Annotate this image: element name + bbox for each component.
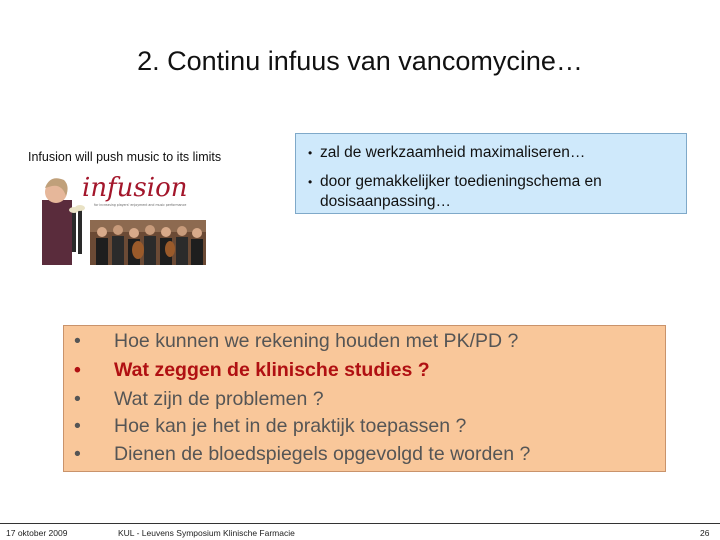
question-item: • Dienen de bloedspiegels opgevolgd te worden ? xyxy=(74,443,531,465)
footer-date: 17 oktober 2009 xyxy=(6,528,68,538)
infusion-image xyxy=(42,170,212,265)
slide-title: 2. Continu infuus van vancomycine… xyxy=(137,46,583,76)
bullet-icon: • xyxy=(308,175,313,189)
image-caption: Infusion will push music to its limits xyxy=(28,150,222,164)
question-item: • Wat zijn de problemen ? xyxy=(74,388,324,410)
benefit-item: • zal de werkzaamheid maximaliseren… xyxy=(308,144,586,161)
bullet-icon: • xyxy=(74,359,81,381)
footer-divider xyxy=(0,523,720,524)
questions-box xyxy=(63,325,666,472)
page-number: 26 xyxy=(700,528,710,538)
bullet-icon: • xyxy=(74,330,81,352)
bullet-icon: • xyxy=(74,388,81,410)
bullet-icon: • xyxy=(74,415,81,437)
bullet-icon: • xyxy=(74,443,81,465)
footer-event: KUL - Leuvens Symposium Klinische Farmacie xyxy=(118,528,295,538)
question-item: • Hoe kunnen we rekening houden met PK/PD ? xyxy=(74,330,519,352)
question-item: • Hoe kan je het in de praktijk toepassen ? xyxy=(74,415,467,437)
question-item-highlighted: • Wat zeggen de klinische studies ? xyxy=(74,359,430,381)
infusion-logo-tagline: for increasing players' enjoyment and music performance xyxy=(94,203,187,207)
benefit-item-continuation: dosisaanpassing… xyxy=(320,193,451,210)
benefit-item: • door gemakkelijker toedieningschema en xyxy=(308,173,602,190)
benefits-box xyxy=(295,133,687,214)
bullet-icon: • xyxy=(308,146,313,160)
infusion-logo-text: infusion xyxy=(82,173,188,203)
